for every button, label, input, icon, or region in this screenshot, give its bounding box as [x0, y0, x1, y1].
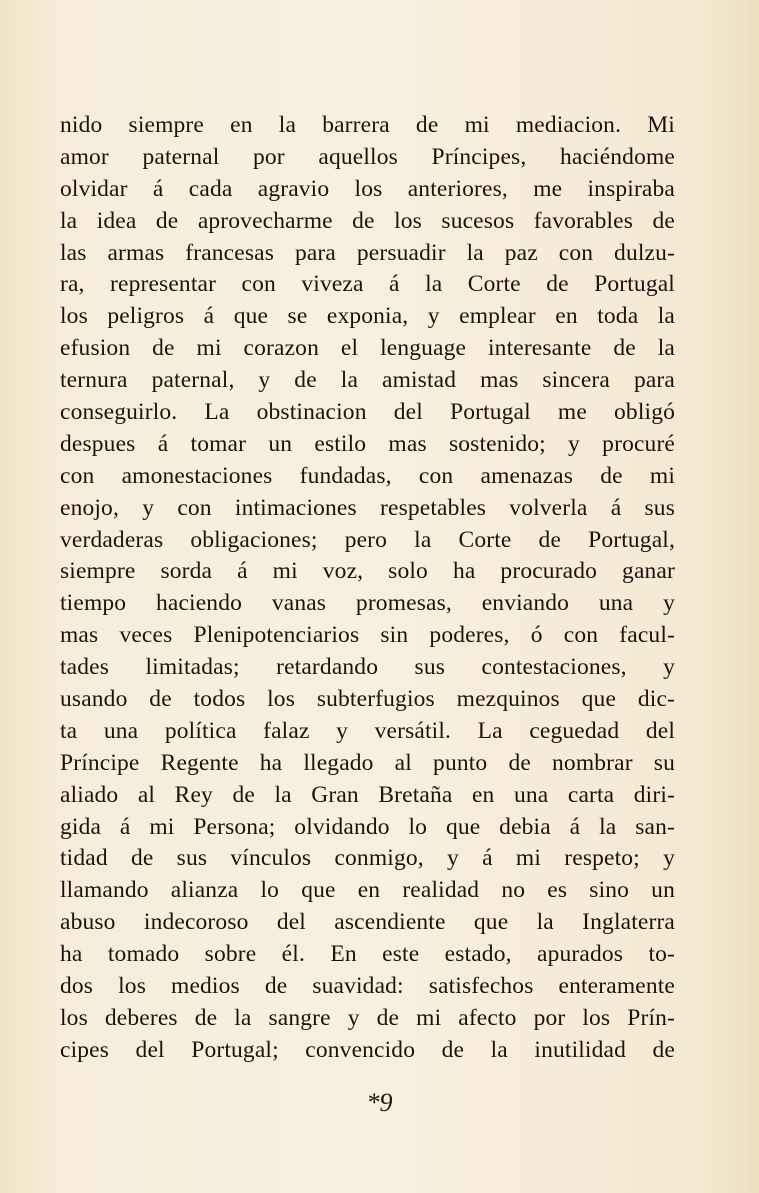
body-text [60, 110, 675, 1067]
text-line: siempre sorda á mi voz, solo ha procurado ganar [60, 558, 675, 585]
text-line: amor paternal por aquellos Príncipes, haciéndome [60, 143, 675, 170]
text-line: llamando alianza lo que en realidad no es sino un [60, 877, 675, 904]
signature-mark: *9 [366, 1088, 393, 1117]
text-line: tidad de sus vínculos conmigo, y á mi respeto; y [60, 845, 675, 872]
text-line: tades limitadas; retardando sus contestaciones, y [60, 654, 675, 681]
text-line: con amonestaciones fundadas, con amenazas de mi [60, 462, 675, 489]
text-line: verdaderas obligaciones; pero la Corte de Portugal, [60, 526, 675, 553]
text-line: tiempo haciendo vanas promesas, enviando una y [60, 590, 675, 617]
text-line: ta una política falaz y versátil. La ceguedad del [60, 717, 675, 744]
text-line: abuso indecoroso del ascendiente que la Inglaterra [60, 909, 675, 936]
text-line: cipes del Portugal; convencido de la inutilidad de [60, 1036, 675, 1063]
text-line: usando de todos los subterfugios mezquinos que dic- [60, 686, 675, 713]
text-line: dos los medios de suavidad: satisfechos enteramente [60, 973, 675, 1000]
text-line: la idea de aprovecharme de los sucesos favorables de [60, 207, 675, 234]
text-line: ra, representar con viveza á la Corte de Portugal [60, 271, 675, 298]
text-line: los deberes de la sangre y de mi afecto por los Prín- [60, 1004, 675, 1031]
text-line: los peligros á que se exponia, y emplear en toda la [60, 303, 675, 330]
text-line: mas veces Plenipotenciarios sin poderes, ó con facul- [60, 622, 675, 649]
text-line: ternura paternal, y de la amistad mas sincera para [60, 367, 675, 394]
text-line: despues á tomar un estilo mas sostenido; y procuré [60, 430, 675, 457]
text-line: olvidar á cada agravio los anteriores, me inspiraba [60, 175, 675, 202]
text-line: enojo, y con intimaciones respetables volverla á sus [60, 494, 675, 521]
text-line: aliado al Rey de la Gran Bretaña en una carta diri- [60, 781, 675, 808]
text-line: nido siempre en la barrera de mi mediacion. Mi [60, 112, 675, 138]
text-line: las armas francesas para persuadir la paz con dulzu- [60, 239, 675, 266]
text-line: gida á mi Persona; olvidando lo que debia á la san- [60, 813, 675, 840]
text-line: Príncipe Regente ha llegado al punto de nombrar su [60, 749, 675, 776]
text-line: efusion de mi corazon el lenguage interesante de la [60, 335, 675, 362]
text-line: ha tomado sobre él. En este estado, apurados to- [60, 941, 675, 968]
text-line: conseguirlo. La obstinacion del Portugal me obligó [60, 399, 675, 426]
